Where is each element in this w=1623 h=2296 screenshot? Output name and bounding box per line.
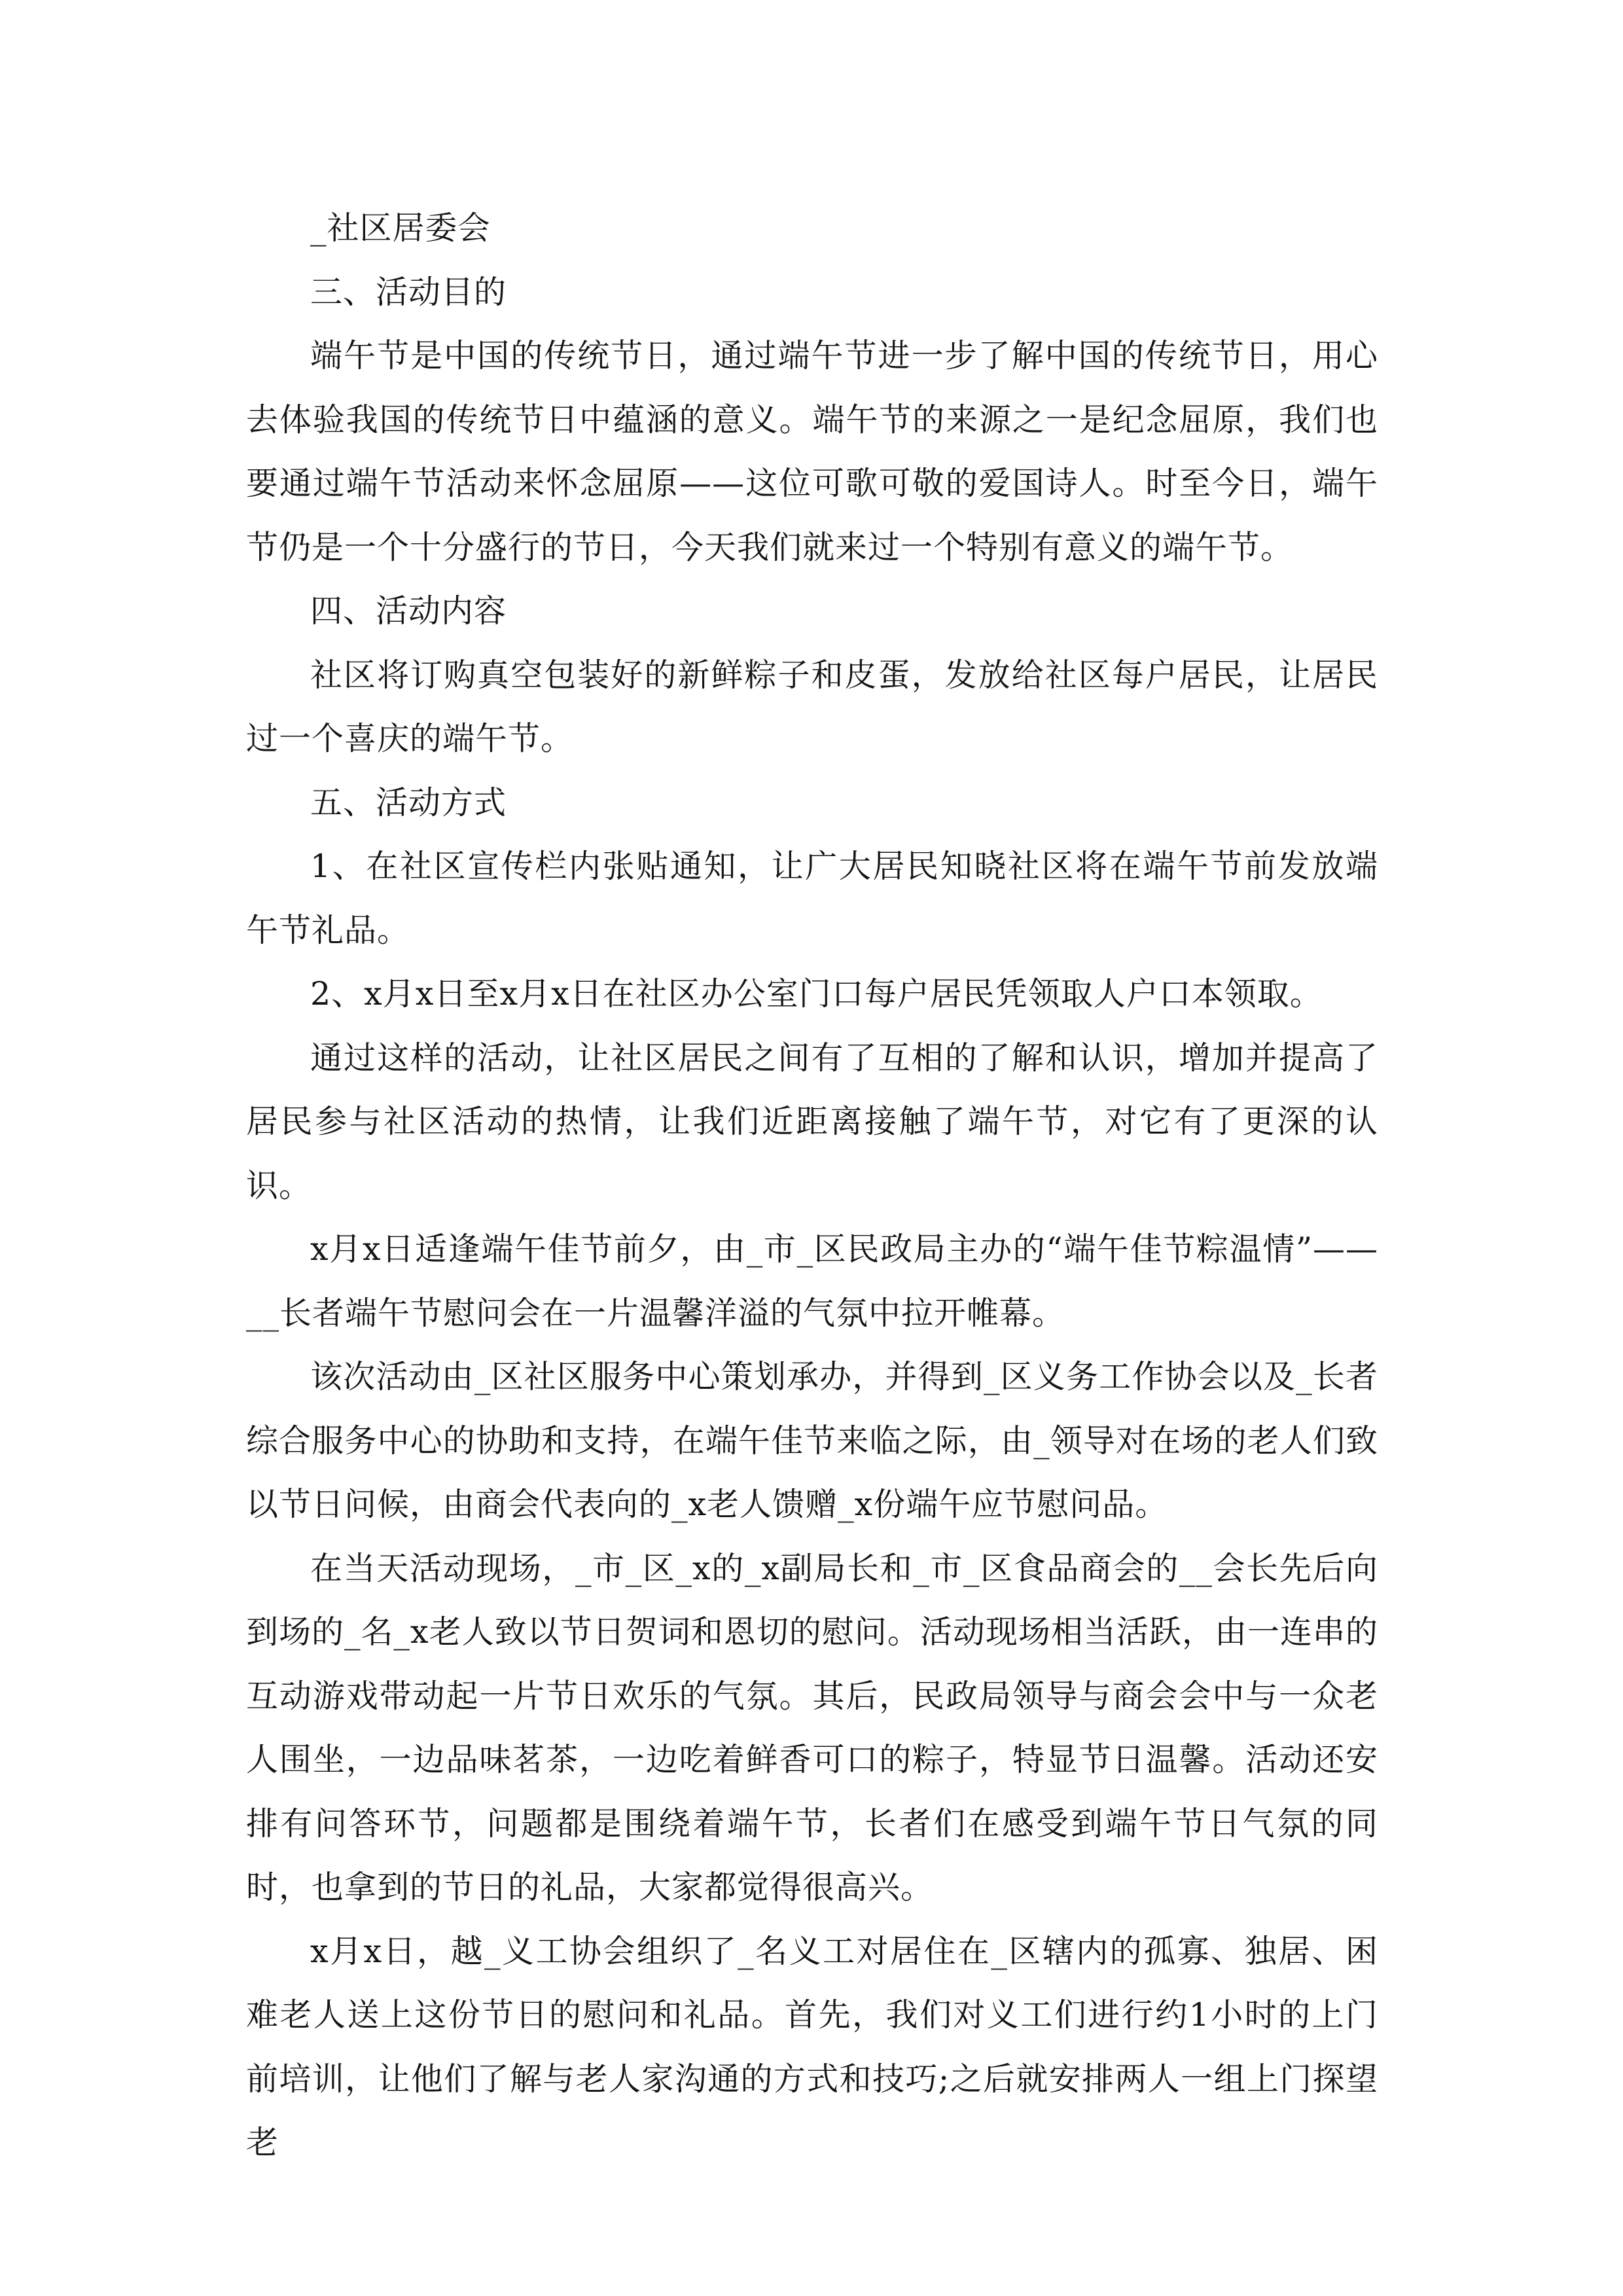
document-body: [246, 196, 1378, 2175]
section-heading-method: 五、活动方式: [310, 783, 507, 821]
section-heading-purpose: 三、活动目的: [310, 273, 507, 311]
summary-paragraph: 通过这样的活动，让社区居民之间有了互相的了解和认识，增加并提高了居民参与社区活动的热情，让我们近距离接触了端午节，对它有了更深的认识。: [246, 1039, 1378, 1204]
method-item-2: 2、x月x日至x月x日在社区办公室门口每户居民凭领取人户口本领取。: [310, 975, 1323, 1013]
organizer-paragraph: 该次活动由_区社区服务中心策划承办，并得到_区义务工作协会以及_长者综合服务中心的协助和支持，在端午佳节来临之际，由_领导对在场的老人们致以节日问候，由商会代表向的_x老人馈赠_x份端午应节慰问品。: [246, 1358, 1378, 1523]
purpose-paragraph: 端午节是中国的传统节日，通过端午节进一步了解中国的传统节日，用心去体验我国的传统节日中蕴涵的意义。端午节的来源之一是纪念屈原，我们也要通过端午节活动来怀念屈原——这位可歌可敬的爱国诗人。时至今日，端午节仍是一个十分盛行的节日，今天我们就来过一个特别有意义的端午节。: [246, 337, 1378, 566]
volunteer-paragraph: x月x日，越_义工协会组织了_名义工对居住在_区辖内的孤寡、独居、困难老人送上这份节日的慰问和礼品。首先，我们对义工们进行约1小时的上门前培训，让他们了解与老人家沟通的方式和技巧;之后就安排两人一组上门探望老: [246, 1932, 1378, 2161]
event-intro-paragraph: x月x日适逢端午佳节前夕，由_市_区民政局主办的“端午佳节粽温情”——__长者端午节慰问会在一片温馨洋溢的气氛中拉开帷幕。: [246, 1230, 1378, 1332]
event-scene-paragraph: 在当天活动现场，_市_区_x的_x副局长和_市_区食品商会的__会长先后向到场的_名_x老人致以节日贺词和恩切的慰问。活动现场相当活跃，由一连串的互动游戏带动起一片节日欢乐的气氛。其后，民政局领导与商会会中与一众老人围坐，一边品味茗茶，一边吃着鲜香可口的粽子，特显节日温馨。活动还安排有问答环节，问题都是围绕着端午节，长者们在感受到端午节日气氛的同时，也拿到的节日的礼品，大家都觉得很高兴。: [246, 1549, 1378, 1906]
community-committee-line: _社区居委会: [310, 209, 491, 247]
section-heading-content: 四、活动内容: [310, 592, 507, 630]
method-item-1: 1、在社区宣传栏内张贴通知，让广大居民知晓社区将在端午节前发放端午节礼品。: [246, 848, 1378, 949]
content-paragraph: 社区将订购真空包装好的新鲜粽子和皮蛋，发放给社区每户居民，让居民过一个喜庆的端午节。: [246, 656, 1378, 757]
